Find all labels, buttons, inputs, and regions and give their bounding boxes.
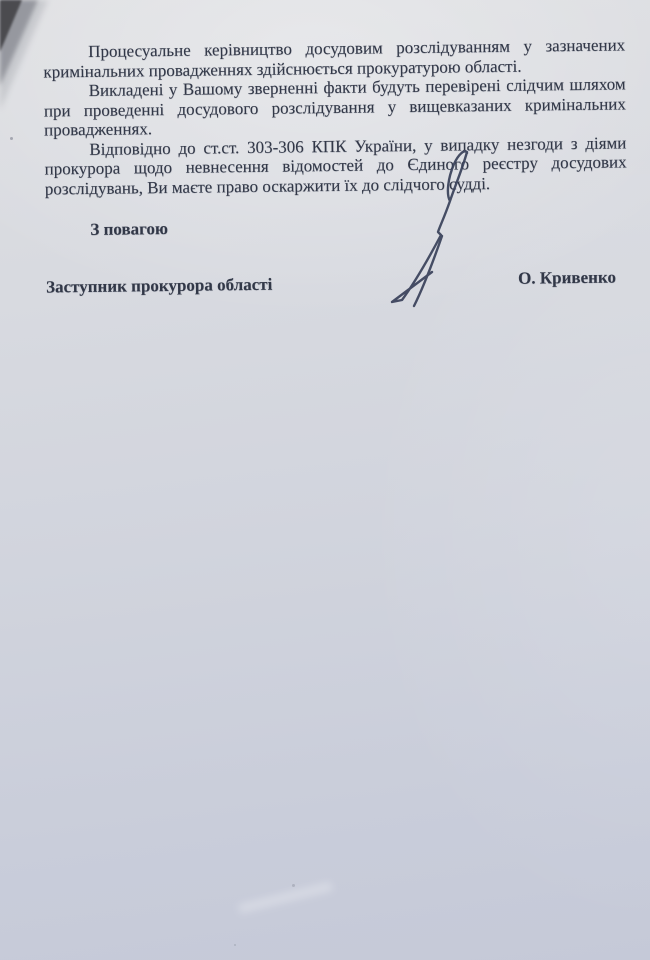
paper-speck [10, 137, 13, 140]
closing-salutation: З повагою [90, 218, 169, 239]
paragraph-3 [44, 133, 627, 199]
text-line: провадженнях. [44, 119, 153, 140]
text-line: Викладені у Вашому зверненні факти будуть перевірені слідчим шляхом [88, 74, 626, 100]
handwritten-signature [380, 146, 480, 316]
paper-speck [234, 944, 236, 946]
text-line: кримінальних провадженнях здійснюється прокуратурою області. [43, 56, 522, 81]
letter-body [43, 0, 629, 296]
paper-speck [292, 884, 295, 887]
text-line: Відповідно до ст.ст. 303-306 КПК України, у випадку незгоди з діями [89, 132, 627, 159]
text-line: при проведенні досудового розслідування у вищевказаних кримінальних [43, 93, 626, 120]
text-line: прокурора щодо невнесення відомостей до Єдиного реєстру досудових [44, 152, 627, 179]
text-line: Процесуальне керівництво досудовим розслідуванням у зазначених [88, 35, 626, 61]
paragraph-2 [44, 74, 627, 140]
paper-crease [238, 882, 332, 914]
signer-title: Заступник прокурора області [45, 274, 273, 296]
signer-name: О. Кривенко [517, 267, 617, 288]
signature-row [45, 267, 628, 297]
text-line: розслідувань, Ви маєте право оскаржити їх до слідчого судді. [44, 173, 491, 198]
